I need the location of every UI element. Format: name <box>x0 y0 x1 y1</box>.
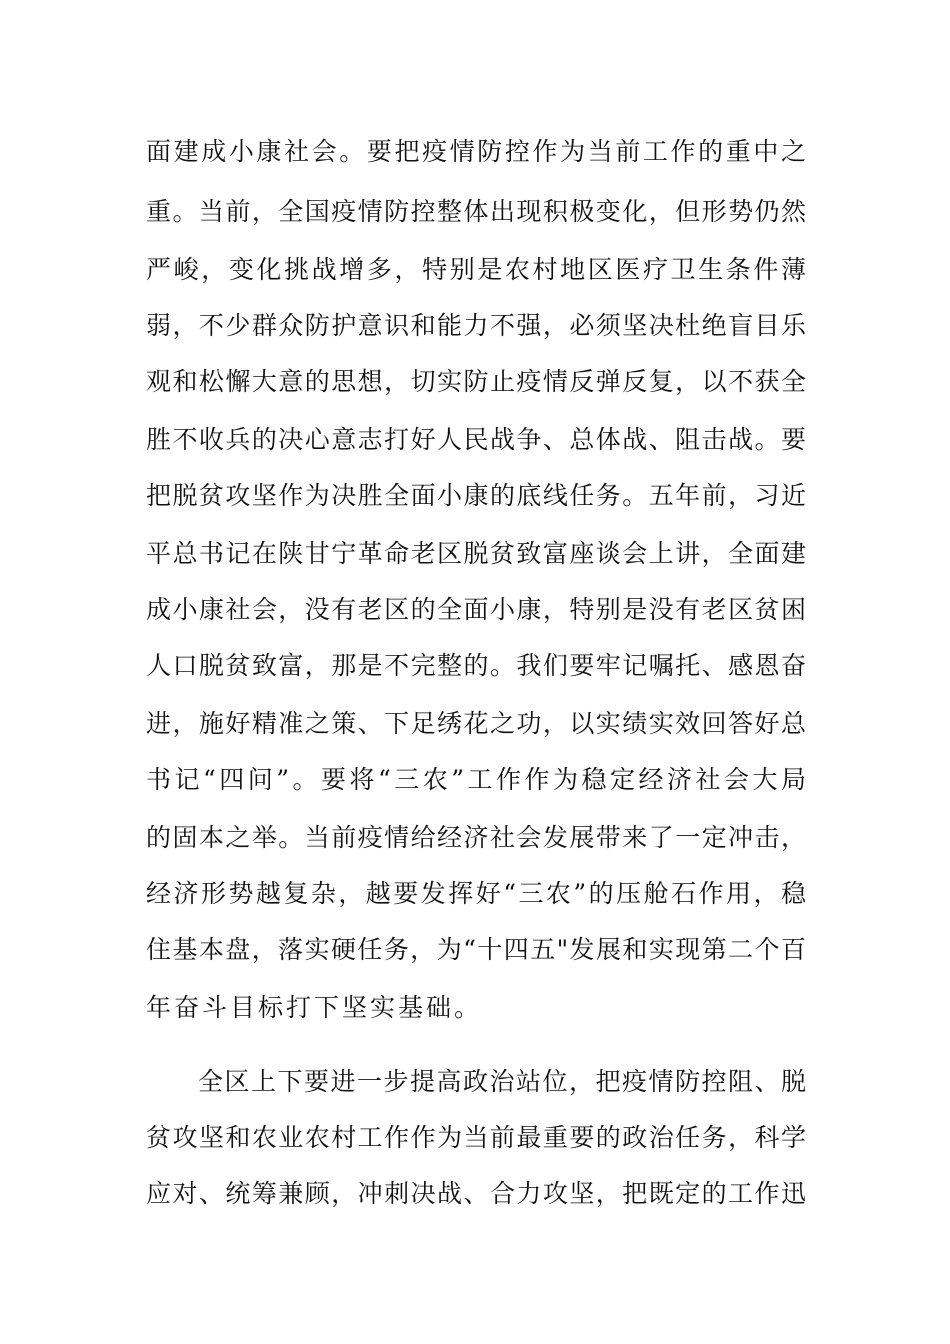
text-line: 进，施好精准之策、下足绣花之功，以实绩实效回答好总 <box>146 709 806 738</box>
text-line: 面建成小康社会。要把疫情防控作为当前工作的重中之 <box>146 137 806 166</box>
text-line: 观和松懈大意的思想，切实防止疫情反弹反复，以不获全 <box>146 367 806 396</box>
text-line: 贫攻坚和农业农村工作作为当前最重要的政治任务，科学 <box>146 1123 806 1152</box>
text-line: 经济形势越复杂，越要发挥好“三农”的压舱石作用，稳 <box>146 879 806 908</box>
text-line: 年奋斗目标打下坚实基础。 <box>146 993 483 1022</box>
text-line: 全区上下要进一步提高政治站位，把疫情防控阻、脱 <box>198 1067 806 1096</box>
text-line: 把脱贫攻坚作为决胜全面小康的底线任务。五年前，习近 <box>146 481 806 510</box>
text-line: 应对、统筹兼顾，冲刺决战、合力攻坚，把既定的工作迅 <box>146 1179 806 1208</box>
text-line: 住基本盘，落实硬任务，为“十四五"发展和实现第二个百 <box>146 935 806 964</box>
text-line: 严峻，变化挑战增多，特别是农村地区医疗卫生条件薄 <box>146 255 806 284</box>
text-line: 胜不收兵的决心意志打好人民战争、总体战、阻击战。要 <box>146 425 806 454</box>
text-line: 人口脱贫致富，那是不完整的。我们要牢记嘱托、感恩奋 <box>146 651 806 680</box>
text-line: 平总书记在陕甘宁革命老区脱贫致富座谈会上讲，全面建 <box>146 539 806 568</box>
text-line: 的固本之举。当前疫情给经济社会发展带来了一定冲击， <box>146 823 806 852</box>
text-line: 成小康社会，没有老区的全面小康，特别是没有老区贫困 <box>146 595 806 624</box>
text-line: 书记“四问”。要将“三农”工作作为稳定经济社会大局 <box>146 765 806 794</box>
text-line: 弱，不少群众防护意识和能力不强，必须坚决杜绝盲目乐 <box>146 311 806 340</box>
text-line: 重。当前，全国疫情防控整体出现积极变化，但形势仍然 <box>146 197 806 226</box>
